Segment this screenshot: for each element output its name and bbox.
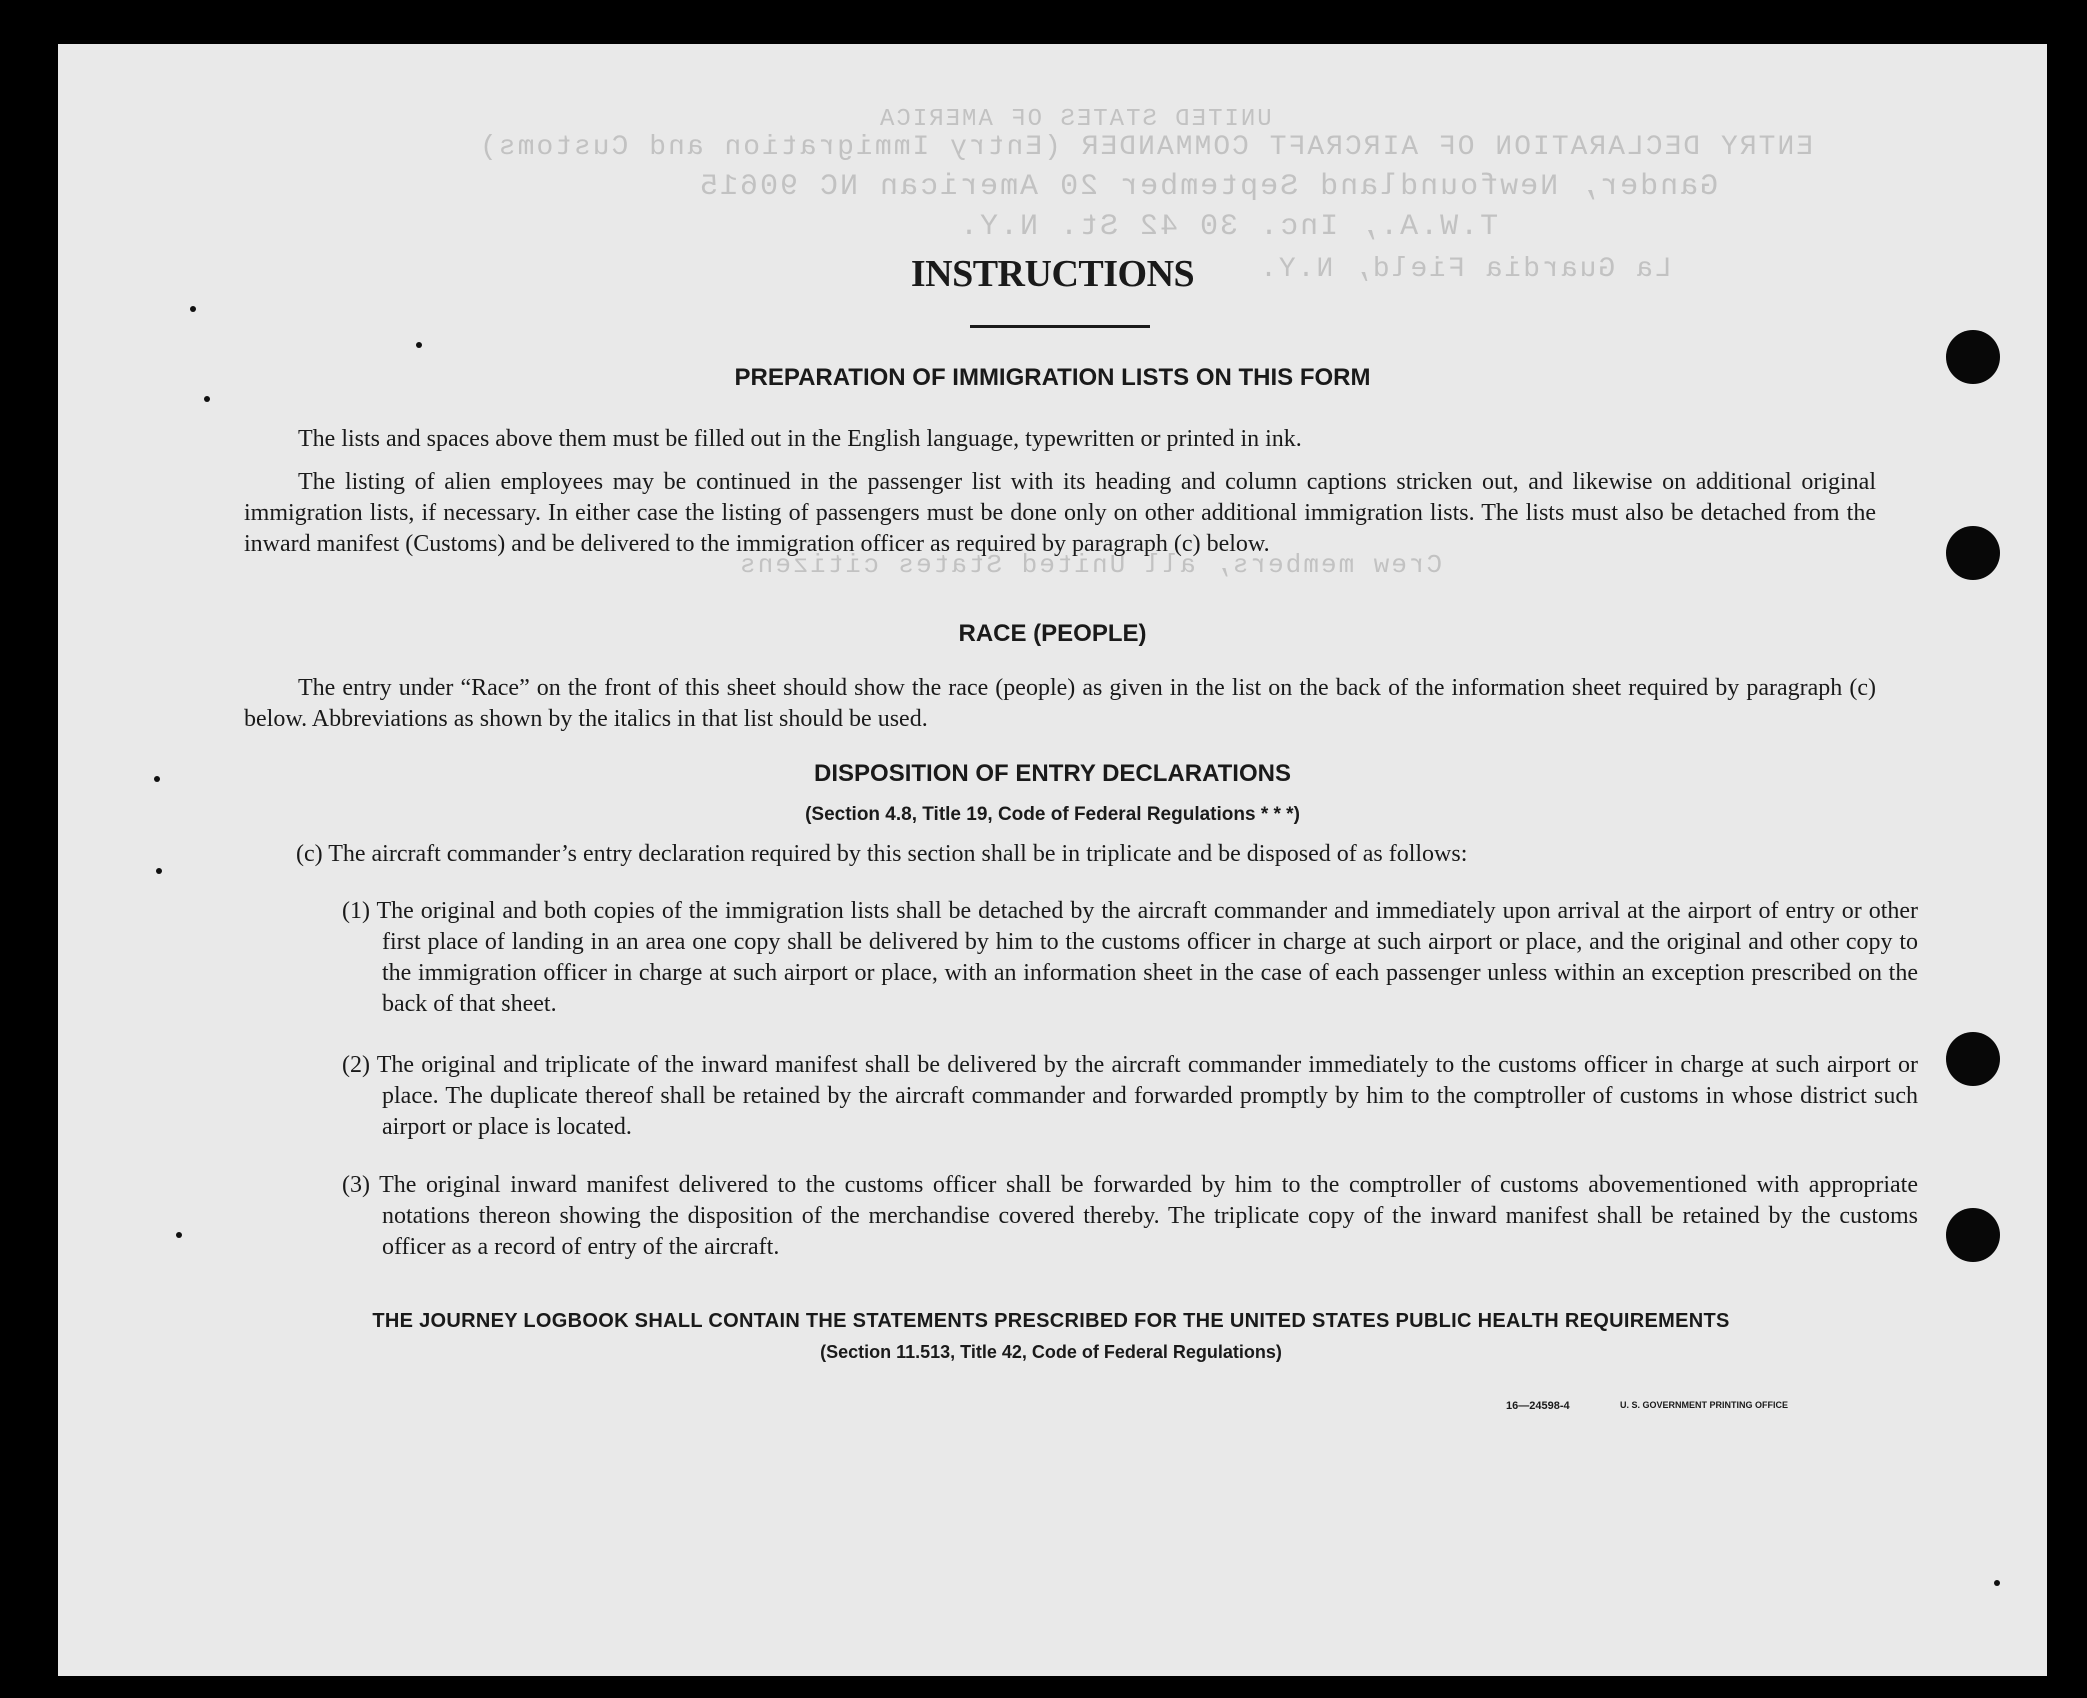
bleed-through-line-3: Gander, Newfoundland September 20 American NC 90615 [698, 170, 1719, 204]
paragraph-disposition-intro: (c) The aircraft commander’s entry declaration required by this section shall be in triplicate and be disposed of as follows: [296, 841, 1468, 867]
bleed-through-line-4: T.W.A., Inc. 30 42 St. N.Y. [958, 210, 1499, 244]
paragraph-race-entry: The entry under “Race” on the front of this sheet should show the race (people) as given in the list on the back of the information sheet required by paragraph (c) below. Abbreviations as shown by the italics in that list should be used. [244, 675, 1876, 732]
ink-speck [156, 868, 162, 874]
paragraph-language-requirement: The lists and spaces above them must be filled out in the English language, typewritten or printed in ink. [298, 426, 1302, 452]
ink-speck [176, 1232, 182, 1238]
title-underline [970, 325, 1150, 328]
public-health-notice: THE JOURNEY LOGBOOK SHALL CONTAIN THE STATEMENTS PRESCRIBED FOR THE UNITED STATES PUBLIC HEALTH REQUIREMENTS [372, 1310, 1730, 1332]
printer-imprint: U. S. GOVERNMENT PRINTING OFFICE [1620, 1400, 1789, 1410]
bleed-through-line-1: UNITED STATES OF AMERICA [878, 106, 1272, 133]
ink-speck [1994, 1580, 2000, 1586]
ink-speck [204, 396, 210, 402]
ink-speck [190, 306, 196, 312]
document-page [58, 44, 2047, 1676]
form-number: 16—24598-4 [1506, 1400, 1570, 1412]
punch-hole [1946, 1032, 2000, 1086]
bleed-through-line-2: ENTRY DECLARATION OF AIRCRAFT COMMANDER (Entry Immigration and Customs) [478, 132, 1813, 163]
public-health-citation: (Section 11.513, Title 42, Code of Federal Regulations) [820, 1342, 1282, 1362]
bleed-through-line-6: Crew members, all United States citizens [738, 550, 1443, 580]
ink-speck [416, 342, 422, 348]
list-item-1: (1) The original and both copies of the immigration lists shall be detached by the aircraft commander and immediately upon arrival at the airport of entry or other first place of landing in an area one copy shall be delivered by him to the customs officer in charge at such airport or place, and the original and other copy to the immigration officer in charge at such airport or place, with an information sheet in the case of each passenger unless within an exception prescribed on the back of that sheet. [342, 898, 1918, 1017]
section-heading-immigration-lists: PREPARATION OF IMMIGRATION LISTS ON THIS FORM [734, 364, 1371, 391]
section-citation-disposition: (Section 4.8, Title 19, Code of Federal Regulations * * *) [805, 804, 1300, 825]
punch-hole [1946, 526, 2000, 580]
punch-hole [1946, 1208, 2000, 1262]
bleed-through-line-5: La Guardia Field, N.Y. [1258, 254, 1672, 285]
section-heading-race: RACE (PEOPLE) [958, 620, 1147, 647]
section-heading-disposition: DISPOSITION OF ENTRY DECLARATIONS [814, 760, 1291, 787]
page-title: INSTRUCTIONS [910, 253, 1195, 295]
list-item-2: (2) The original and triplicate of the inward manifest shall be delivered by the aircraft commander immediately to the customs officer in charge at such airport or place. The duplicate thereof shall be retained by the aircraft commander and forwarded promptly by him to the comptroller of customs in whose district such airport or place is located. [342, 1052, 1918, 1140]
list-item-3: (3) The original inward manifest delivered to the customs officer shall be forwarded by him to the comptroller of customs abovementioned with appropriate notations thereon showing the disposition of the merchandise covered thereby. The triplicate copy of the inward manifest shall be retained by the customs officer as a record of entry of the aircraft. [342, 1172, 1918, 1260]
paragraph-alien-employees: The listing of alien employees may be continued in the passenger list with its heading and column captions stricken out, and likewise on additional original immigration lists, if necessary. In either case the listing of passengers must be done only on other additional immigration lists. The lists must also be detached from the inward manifest (Customs) and be delivered to the immigration officer as required by paragraph (c) below. [244, 469, 1876, 557]
